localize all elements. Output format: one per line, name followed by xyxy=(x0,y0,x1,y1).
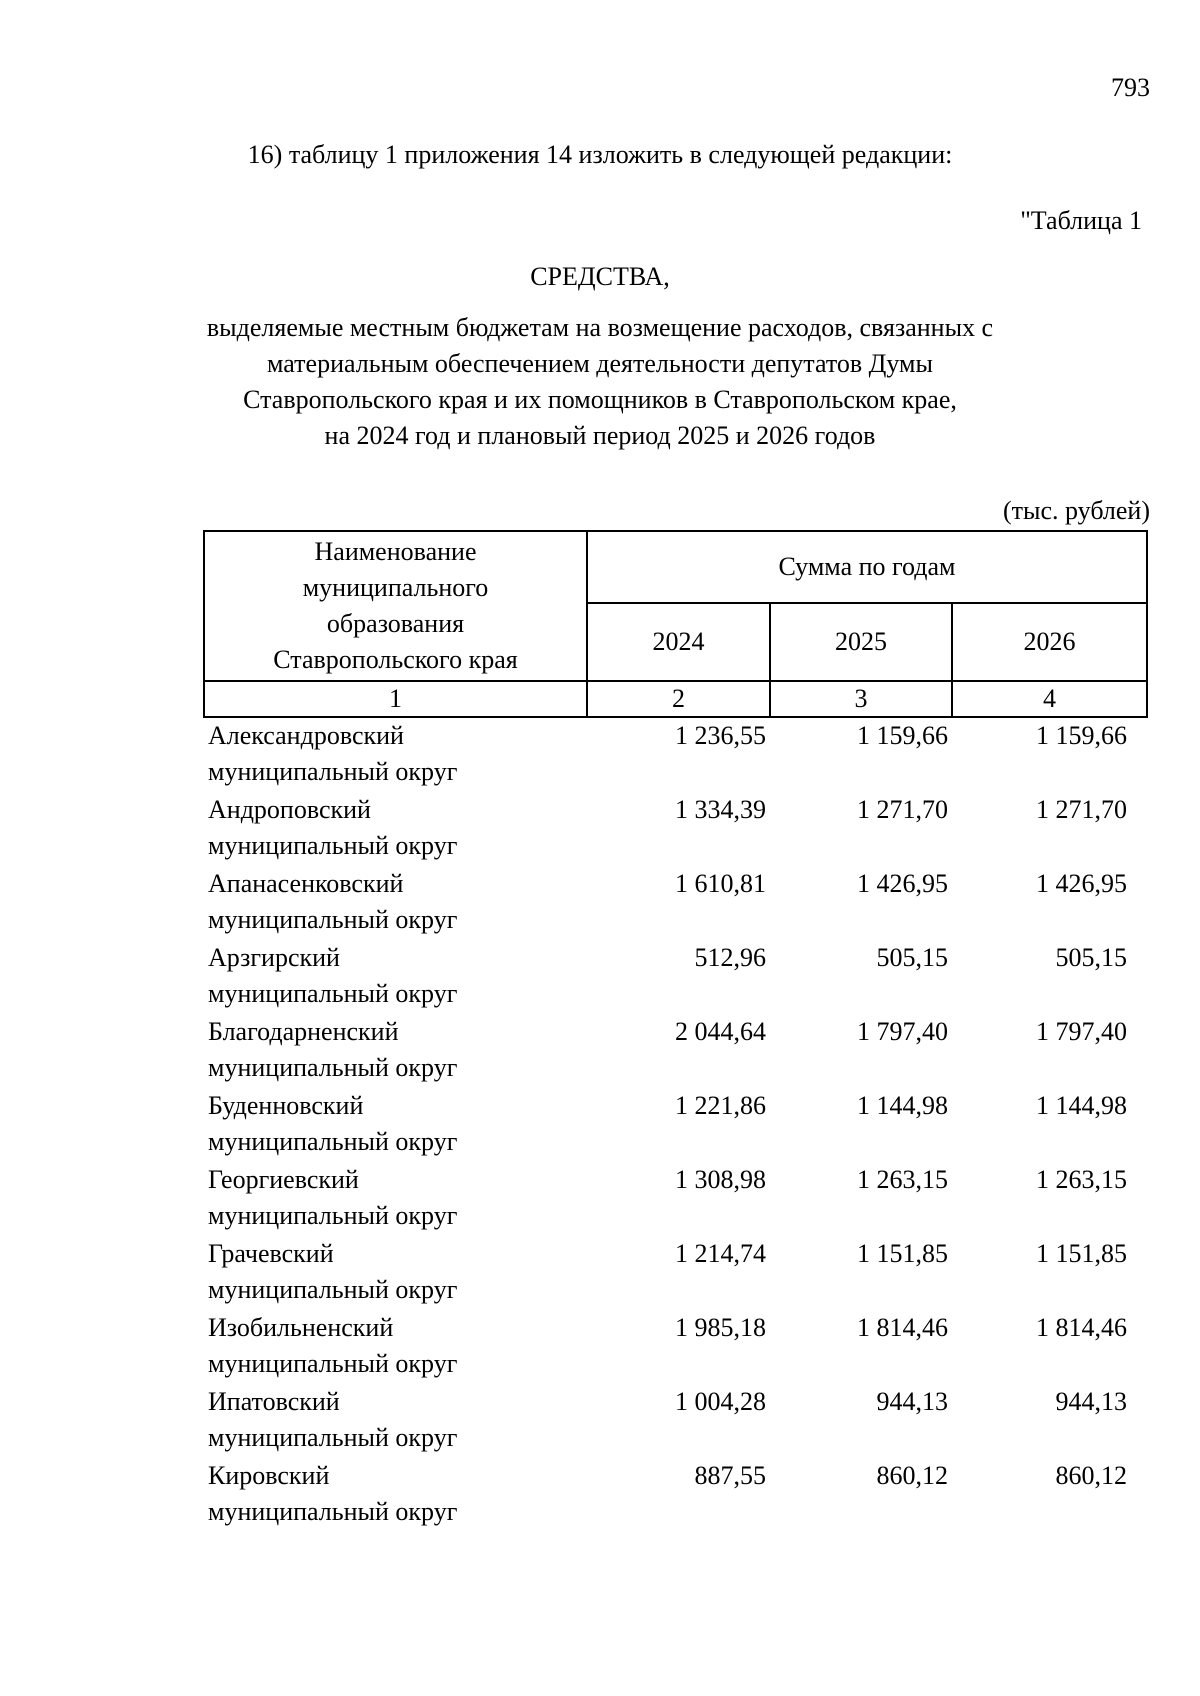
municipality-name: Апанасенковский xyxy=(208,869,404,898)
value-2026: 1 263,15 xyxy=(1036,1165,1127,1194)
municipality-name-cell xyxy=(204,1088,587,1162)
header-year-2024: 2024 xyxy=(587,603,770,681)
municipality-name: Буденновский xyxy=(208,1091,364,1120)
header-municipality-name xyxy=(204,531,587,681)
municipality-type: муниципальный округ xyxy=(208,1127,458,1156)
table-row xyxy=(204,717,1147,792)
municipality-type: муниципальный округ xyxy=(208,979,458,1008)
header-year-2026: 2026 xyxy=(952,603,1147,681)
table-row xyxy=(204,1384,1147,1458)
value-2025: 1 144,98 xyxy=(857,1091,948,1120)
municipality-type: муниципальный округ xyxy=(208,905,458,934)
column-number: 4 xyxy=(952,681,1147,717)
municipality-name: Кировский xyxy=(208,1461,330,1490)
header-name-line: образования xyxy=(326,609,465,638)
header-name-line: муниципального xyxy=(302,573,489,602)
municipality-type: муниципальный округ xyxy=(208,831,458,860)
value-2026: 1 426,95 xyxy=(1036,869,1127,898)
value-2024: 1 004,28 xyxy=(675,1387,766,1416)
value-2024: 1 214,74 xyxy=(675,1239,766,1268)
municipality-type: муниципальный округ xyxy=(208,1423,458,1452)
table-row xyxy=(204,1088,1147,1162)
header-name-line: Ставропольского края xyxy=(273,645,518,674)
municipality-name-cell xyxy=(204,940,587,1014)
municipality-name: Андроповский xyxy=(208,795,371,824)
municipality-type: муниципальный округ xyxy=(208,1349,458,1378)
value-2025: 1 814,46 xyxy=(857,1313,948,1342)
value-2024: 1 308,98 xyxy=(675,1165,766,1194)
value-2024: 1 334,39 xyxy=(675,795,766,824)
value-2025: 1 263,15 xyxy=(857,1165,948,1194)
municipality-type: муниципальный округ xyxy=(208,1053,458,1082)
table-row xyxy=(204,1458,1147,1532)
value-2024: 1 221,86 xyxy=(675,1091,766,1120)
table-label: "Таблица 1 xyxy=(1020,206,1142,235)
value-2026: 1 271,70 xyxy=(1036,795,1127,824)
table-header xyxy=(204,531,1147,717)
municipality-name-cell xyxy=(204,1162,587,1236)
value-2025: 1 151,85 xyxy=(857,1239,948,1268)
subtitle-line: материальным обеспечением деятельности депутатов Думы xyxy=(267,349,933,378)
document-subtitle xyxy=(0,310,1200,454)
municipality-name-cell xyxy=(204,1458,587,1532)
municipality-type: муниципальный округ xyxy=(208,757,458,786)
table-row xyxy=(204,940,1147,1014)
subtitle-line: на 2024 год и плановый период 2025 и 2026 годов xyxy=(324,421,876,450)
value-2026: 1 159,66 xyxy=(1036,721,1127,750)
value-2025: 1 271,70 xyxy=(857,795,948,824)
value-2024: 2 044,64 xyxy=(675,1017,766,1046)
municipality-type: муниципальный округ xyxy=(208,1497,458,1526)
municipality-name: Благодарненский xyxy=(208,1017,399,1046)
municipality-name: Арзгирский xyxy=(208,943,340,972)
document-title: СРЕДСТВА, xyxy=(530,262,670,291)
table-body xyxy=(204,717,1147,1532)
municipality-name: Георгиевский xyxy=(208,1165,359,1194)
header-sum-by-years: Сумма по годам xyxy=(587,531,1147,603)
value-2025: 1 159,66 xyxy=(857,721,948,750)
municipality-name: Изобильненский xyxy=(208,1313,394,1342)
table-row xyxy=(204,1310,1147,1384)
value-2026: 944,13 xyxy=(1055,1387,1127,1416)
subtitle-line: Ставропольского края и их помощников в Ставропольском крае, xyxy=(243,385,957,414)
value-2025: 860,12 xyxy=(876,1461,948,1490)
value-2024: 887,55 xyxy=(694,1461,766,1490)
municipality-name: Ипатовский xyxy=(208,1387,340,1416)
header-name-line: Наименование xyxy=(314,537,477,566)
municipality-name-cell xyxy=(204,1014,587,1088)
table-row xyxy=(204,1162,1147,1236)
municipality-name: Грачевский xyxy=(208,1239,334,1268)
table-row xyxy=(204,792,1147,866)
value-2024: 512,96 xyxy=(694,943,766,972)
table-row xyxy=(204,866,1147,940)
value-2024: 1 236,55 xyxy=(675,721,766,750)
value-2024: 1 985,18 xyxy=(675,1313,766,1342)
budget-table xyxy=(203,530,1148,1532)
column-number: 3 xyxy=(770,681,952,717)
municipality-name-cell xyxy=(204,1384,587,1458)
value-2026: 1 814,46 xyxy=(1036,1313,1127,1342)
units-label: (тыс. рублей) xyxy=(1002,496,1150,525)
municipality-type: муниципальный округ xyxy=(208,1201,458,1230)
subtitle-line: выделяемые местным бюджетам на возмещение расходов, связанных с xyxy=(206,313,994,342)
value-2026: 1 151,85 xyxy=(1036,1239,1127,1268)
value-2025: 944,13 xyxy=(876,1387,948,1416)
municipality-name-cell xyxy=(204,866,587,940)
value-2025: 505,15 xyxy=(876,943,948,972)
value-2026: 505,15 xyxy=(1055,943,1127,972)
page-number: 793 xyxy=(1111,73,1150,102)
intro-paragraph: 16) таблицу 1 приложения 14 изложить в следующей редакции: xyxy=(247,140,953,169)
table-row xyxy=(204,1014,1147,1088)
column-number: 1 xyxy=(204,681,587,717)
value-2026: 1 797,40 xyxy=(1036,1017,1127,1046)
header-year-2025: 2025 xyxy=(770,603,952,681)
municipality-name: Александровский xyxy=(208,721,404,750)
table-row xyxy=(204,1236,1147,1310)
municipality-name-cell xyxy=(204,1310,587,1384)
value-2024: 1 610,81 xyxy=(675,869,766,898)
value-2025: 1 426,95 xyxy=(857,869,948,898)
municipality-name-cell xyxy=(204,792,587,866)
value-2025: 1 797,40 xyxy=(857,1017,948,1046)
value-2026: 1 144,98 xyxy=(1036,1091,1127,1120)
column-number: 2 xyxy=(587,681,770,717)
value-2026: 860,12 xyxy=(1055,1461,1127,1490)
municipality-name-cell xyxy=(204,1236,587,1310)
municipality-type: муниципальный округ xyxy=(208,1275,458,1304)
municipality-name-cell xyxy=(204,717,587,792)
